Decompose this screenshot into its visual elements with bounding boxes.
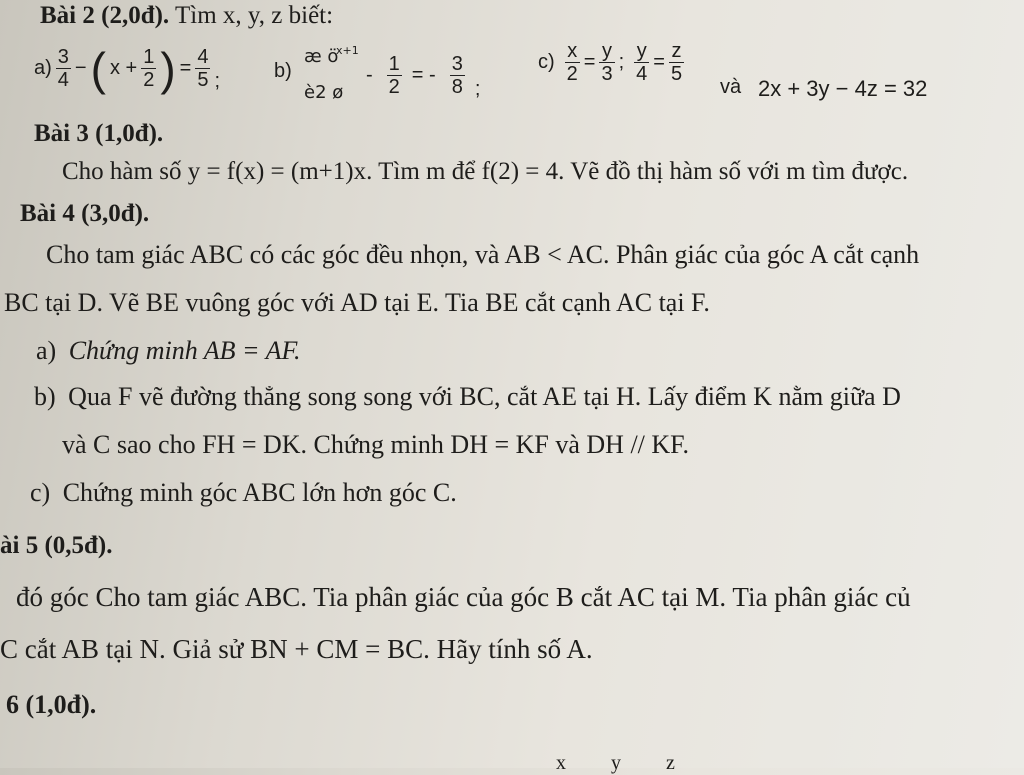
bai4-b-text1: Qua F vẽ đường thẳng song song với BC, cắt AE tại H. Lấy điểm K nằm giữa D: [68, 382, 901, 411]
bai2-a-frac3: $\frac{4}{5}$: [197, 46, 209, 91]
bai4-part-b: [34, 382, 901, 412]
bai2-c-sep: ;: [618, 51, 625, 73]
bai4-c-text: Chứng minh góc ABC lớn hơn góc C.: [62, 478, 457, 507]
bai2-b-garbled-exp: x+1: [336, 44, 359, 57]
bai2-a-minus: −: [74, 57, 87, 79]
bai4-title: Bài 4 (3,0đ).: [20, 200, 150, 227]
bai4-part-c: [30, 478, 457, 508]
bai2-heading: [40, 2, 333, 30]
bai2-b-label: b): [274, 60, 292, 82]
bai2-part-c: [538, 40, 684, 85]
bai2-c-va: và: [720, 76, 742, 98]
bai4-line2: BC tại D. Vẽ BE vuông góc với AD tại E. Tia BE cắt cạnh AC tại F.: [4, 288, 710, 317]
bai4-a-text: Chứng minh AB = AF.: [68, 336, 301, 365]
bai2-b-eq: = -: [411, 64, 436, 86]
bai2-c-label: c): [538, 51, 555, 73]
bai2-c-condition: 2x + 3y − 4z = 32: [758, 76, 928, 101]
bai4-line1: Cho tam giác ABC có các góc đều nhọn, và AB < AC. Phân giác của góc A cắt cạnh: [46, 240, 920, 269]
bai4-b-text2: và C sao cho FH = DK. Chứng minh DH = KF và DH // KF.: [62, 430, 690, 459]
bai2-prompt: Tìm x, y, z biết:: [175, 2, 334, 29]
bai6-bottom-partial: x y z: [556, 752, 675, 774]
bai2-c-frac4: $\frac{z}{5}$: [670, 40, 683, 85]
bai4-a-label: a): [36, 336, 57, 365]
bai5-line2: C cắt AB tại N. Giả sử BN + CM = BC. Hãy tính số A.: [0, 634, 593, 664]
bai2-b-garbled-bottom: è2 ø: [304, 82, 344, 103]
bai5-line1: đó góc Cho tam giác ABC. Tia phân giác của góc B cắt AC tại M. Tia phân giác củ: [16, 582, 911, 612]
bai6-title: 6 (1,0đ).: [6, 690, 97, 719]
bai2-b-frac1: $\frac{1}{2}$: [388, 53, 400, 98]
bai2-a-frac2: $\frac{1}{2}$: [143, 46, 155, 91]
bai2-c-frac1: $\frac{x}{2}$: [566, 40, 578, 85]
bai2-a-eq: =: [179, 57, 192, 79]
open-paren: (: [90, 42, 106, 95]
bai2-b-garbled-top: æ ö: [304, 46, 339, 67]
bai2-a-end: ;: [214, 70, 221, 92]
bai5-title: ài 5 (0,5đ).: [0, 532, 113, 559]
bai2-a-label: a): [34, 57, 52, 79]
bai2-part-a: [34, 44, 220, 93]
bai2-b-end: ;: [474, 78, 481, 100]
bai2-a-frac1: $\frac{3}{4}$: [57, 46, 69, 91]
bai2-c-eq2: =: [653, 51, 665, 73]
bai4-b-label: b): [34, 382, 56, 411]
bai2-title: Bài 2 (2,0đ).: [40, 2, 170, 29]
bai4-part-a: [36, 336, 301, 366]
bai2-part-b: [366, 50, 480, 101]
bai2-c-frac3: $\frac{y}{4}$: [636, 40, 648, 85]
bai4-c-label: c): [30, 478, 51, 507]
bai2-c-frac2: $\frac{y}{3}$: [601, 40, 613, 85]
bai2-b-minus: -: [366, 64, 373, 86]
bai3-title: Bài 3 (1,0đ).: [34, 120, 164, 147]
close-paren: ): [160, 42, 176, 95]
bai2-a-x: x +: [109, 57, 138, 79]
bai2-b-frac2: $\frac{3}{8}$: [451, 53, 463, 98]
bai2-c-eq1: =: [583, 51, 596, 73]
bai3-text: Cho hàm số y = f(x) = (m+1)x. Tìm m để f(2) = 4. Vẽ đồ thị hàm số với m tìm được.: [62, 158, 909, 185]
